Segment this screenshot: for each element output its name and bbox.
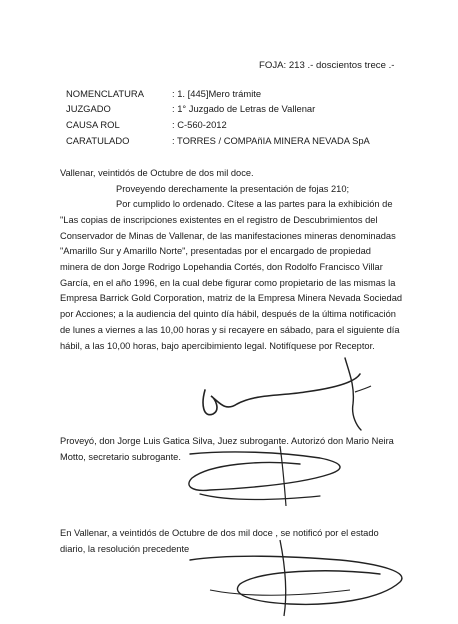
- secretary-signature: [170, 440, 370, 515]
- causa-rol-label: CAUSA ROL: [66, 119, 120, 130]
- caratulado-value: : TORRES / COMPAñIA MINERA NEVADA SpA: [172, 135, 370, 146]
- resolution-line: de lunes a viernes a las 10,00 horas y si recayere en sábado, para el siguiente día: [60, 325, 400, 335]
- resolution-line: "Las copias de inscripciones existentes en el registro de Descubrimientos del: [60, 215, 378, 225]
- resolution-line: García, en el año 1996, en la cual debe figurar como propietario de las mismas la: [60, 278, 396, 288]
- notification-line: diario, la resolución precedente: [60, 544, 190, 554]
- nomenclatura-label: NOMENCLATURA: [66, 88, 144, 99]
- causa-rol-value: : C-560-2012: [172, 119, 227, 130]
- receptor-signature: [180, 520, 450, 620]
- juzgado-label: JUZGADO: [66, 103, 111, 114]
- juzgado-value: : 1° Juzgado de Letras de Vallenar: [172, 103, 316, 114]
- resolution-line: "Amarillo Sur y Amarillo Norte", presentadas por el encargado de propiedad: [60, 246, 371, 256]
- resolution-line: hábil, a las 10,00 horas, bajo apercibimiento legal. Notifíquese por Receptor.: [60, 341, 375, 351]
- resolution-line: Empresa Barrick Gold Corporation, matriz de la Empresa Minera Nevada Sociedad: [60, 293, 403, 303]
- notification-line: En Vallenar, a veintidós de Octubre de dos mil doce , se notificó por el estado: [60, 528, 379, 538]
- resolution-line: Proveyendo derechamente la presentación de fojas 210;: [116, 184, 350, 194]
- folio-header: FOJA: 213 .- doscientos trece .-: [259, 60, 395, 71]
- caratulado-label: CARATULADO: [66, 135, 130, 146]
- nomenclatura-value: : 1. [445]Mero trámite: [172, 88, 262, 99]
- resolution-line: Por cumplido lo ordenado. Cítese a las partes para la exhibición de: [116, 199, 393, 209]
- proveyo-line: Proveyó, don Jorge Luis Gatica Silva, Juez subrogante. Autorizó don Mario Neira: [60, 436, 394, 446]
- resolution-line: Conservador de Minas de Vallenar, de las manifestaciones mineras denominadas: [60, 231, 396, 241]
- dateline: Vallenar, veintidós de Octubre de dos mil doce.: [60, 168, 254, 178]
- resolution-line: por Acciones; a la audiencia del quinto día hábil, después de la última notificación: [60, 309, 396, 319]
- judge-signature: [185, 352, 425, 432]
- proveyo-line: Motto, secretario subrogante.: [60, 452, 181, 462]
- resolution-line: minera de don Jorge Rodrigo Lopehandia Cortés, don Rodolfo Francisco Villar: [60, 262, 383, 272]
